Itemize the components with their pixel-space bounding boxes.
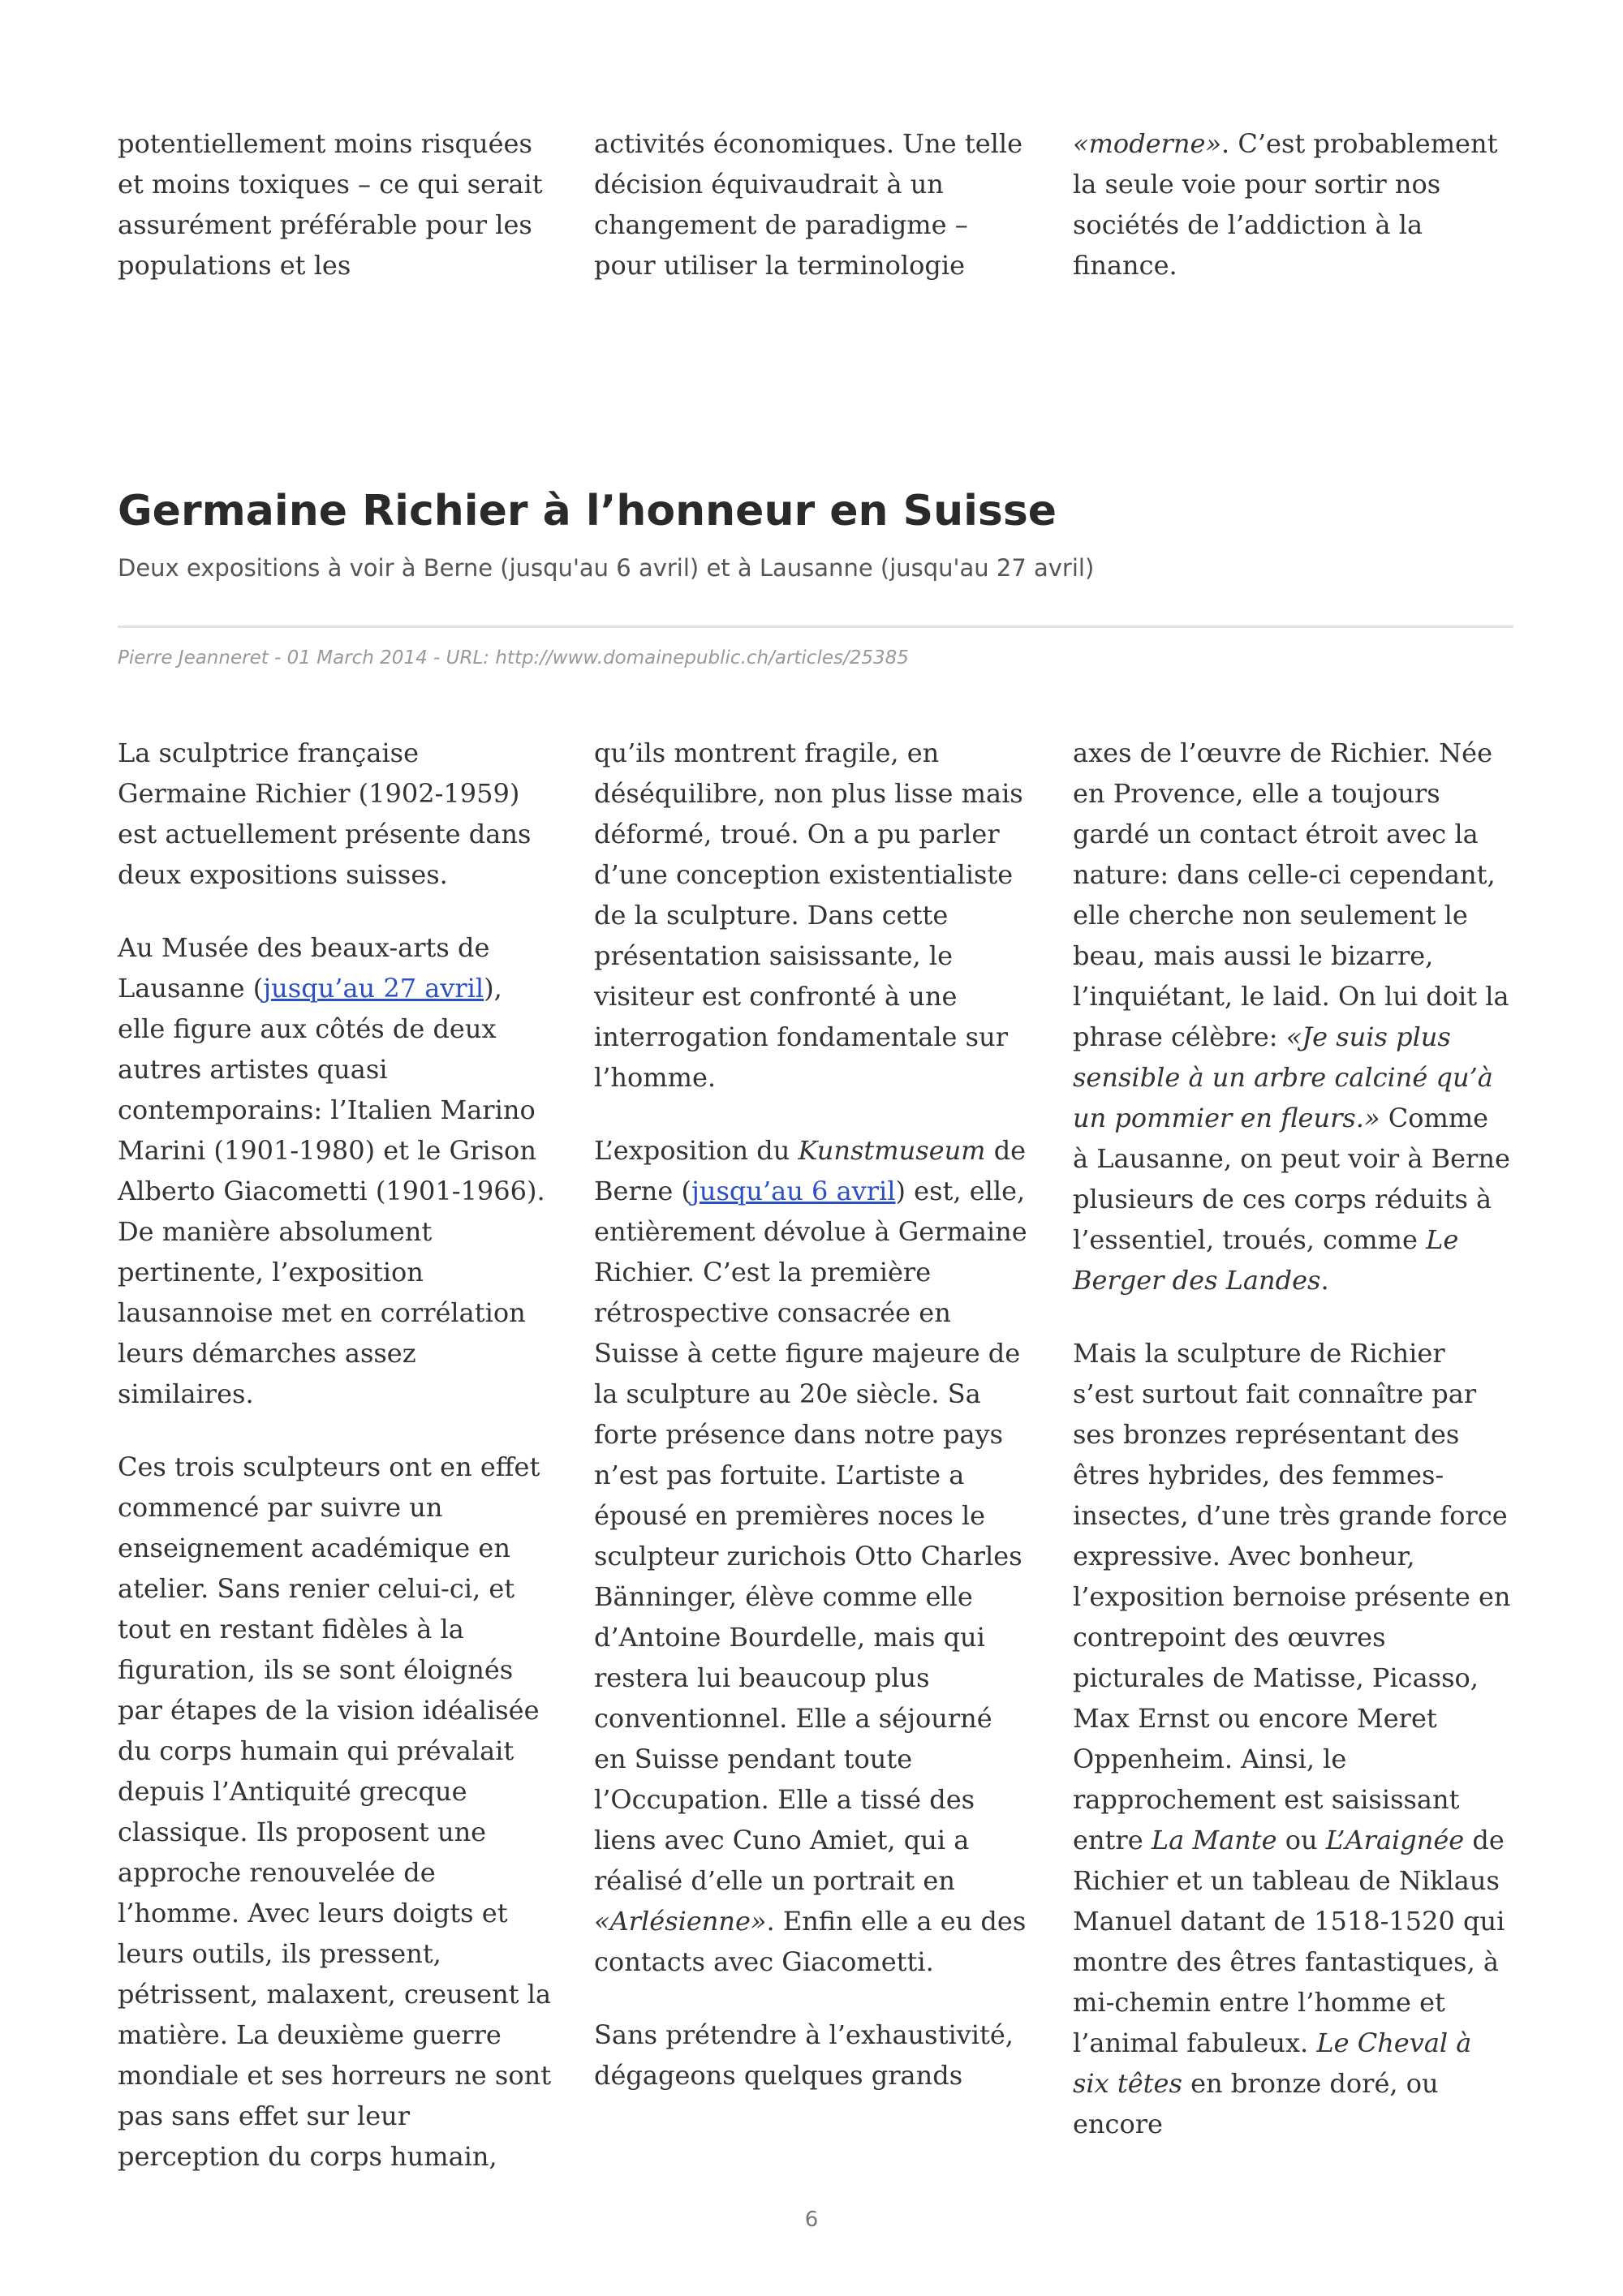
quote-text: «moderne» — [1073, 128, 1222, 159]
paragraph: potentiellement moins risquées et moins toxiques – ce qui serait assurément préférable pour les populations et les — [118, 128, 543, 281]
prev-article-column-2 — [594, 123, 1032, 286]
paragraph: Sans prétendre à l’exhaustivité, dégageons quelques grands — [594, 2019, 1014, 2091]
text-run: L’exposition du — [594, 1135, 799, 1166]
prev-article-column-1 — [118, 123, 556, 286]
paragraph: activités économiques. Une telle décision équivaudrait à un changement de paradigme – pour utiliser la terminologie — [594, 128, 1023, 281]
meta-separator: - — [427, 647, 446, 669]
text-run: de Berne ( — [594, 1135, 1027, 1206]
paragraph — [594, 1130, 1032, 1982]
page-number: 6 — [804, 2208, 819, 2232]
article-subtitle: Deux expositions à voir à Berne (jusqu'au 6 avril) et à Lausanne (jusqu'au 27 avril) — [118, 554, 1095, 582]
article-column-3 — [1073, 733, 1511, 2144]
author: Pierre Jeanneret — [118, 647, 269, 669]
text-run: ou — [1276, 1825, 1326, 1855]
url-label: URL: — [446, 647, 490, 669]
text-run: axes de l’œuvre de Richier. Née en Provence, elle a toujours gardé un contact étroit avec la nature: dans celle-ci cependant, elle cherche non seulement le beau, mais aussi le bizarre, l’inquiétant, le laid. On lui doit la phrase célèbre: — [1073, 737, 1509, 1052]
text-run: Comme à Lausanne, on peut voir à Berne plusieurs de ces corps réduits à l’essentiel, troués, comme — [1073, 1103, 1510, 1255]
prev-article-column-3 — [1073, 123, 1511, 286]
text-run: de Richier et un tableau de Niklaus Manuel datant de 1518-1520 qui montre des êtres fantastiques, à mi-chemin entre l’homme et l’animal fabuleux. — [1073, 1825, 1505, 2058]
lausanne-dates-link[interactable]: jusqu’au 27 avril — [263, 973, 484, 1004]
artwork-title: L’Araignée — [1325, 1825, 1465, 1855]
text-run: . C’est probablement la seule voie pour sortir nos sociétés de l’addiction à la finance. — [1073, 128, 1498, 281]
text-run: Mais la sculpture de Richier s’est surtout fait connaître par ses bronzes représentant des êtres hybrides, des femmes-insectes, d’une très grande force expressive. Avec bonheur, l’exposition bernoise présente en contrepoint des œuvres picturales de Matisse, Picasso, Max Ernst ou encore Meret Oppenheim. Ainsi, le rapprochement est saisissant entre — [1073, 1338, 1511, 1855]
berne-dates-link[interactable]: jusqu’au 6 avril — [691, 1176, 896, 1206]
artwork-title: Le Berger des Landes — [1073, 1224, 1459, 1296]
text-run: ) est, elle, entièrement dévolue à Germaine Richier. C’est la première rétrospective consacrée en Suisse à cette figure majeure de la sculpture au 20e siècle. Sa forte présence dans notre pays n’est pas fortuite. L’artiste a épousé en premières noces le sculpteur zurichois Otto Charles Bänninger, élève comme elle d’Antoine Bourdelle, mais qui restera lui beaucoup plus conventionnel. Elle a séjourné en Suisse pendant toute l’Occupation. Elle a tissé des liens avec Cuno Amiet, qui a réalisé d’elle un portrait en — [594, 1176, 1027, 1896]
artwork-title: Le Cheval à six têtes — [1073, 2027, 1472, 2099]
text-run: . — [1320, 1265, 1329, 1296]
article-column-1 — [118, 733, 556, 2177]
text-run: Au Musée des beaux-arts de Lausanne ( — [118, 932, 490, 1004]
text-run: . Enfin elle a eu des contacts avec Giacometti. — [594, 1906, 1027, 1977]
text-run: ), elle figure aux côtés de deux autres artistes quasi contemporains: l’Italien Marino Marini (1901-1980) et le Grison Alberto Giacometti (1901-1966). De manière absolument pertinente, l’exposition lausannoise met en corrélation leurs démarches assez similaires. — [118, 973, 545, 1409]
date: 01 March 2014 — [286, 647, 428, 669]
artwork-title: La Mante — [1151, 1825, 1277, 1855]
paragraph: qu’ils montrent fragile, en déséquilibre, non plus lisse mais déformé, troué. On a pu parler d’une conception existentialiste de la sculpture. Dans cette présentation saisissante, le visiteur est confronté à une interrogation fondamentale sur l’homme. — [594, 737, 1023, 1093]
paragraph — [1073, 1333, 1511, 2144]
paragraph — [1073, 733, 1511, 1301]
header-divider — [118, 626, 1513, 628]
meta-separator: - — [268, 647, 287, 669]
article-column-2 — [594, 733, 1032, 2096]
paragraph: La sculptrice française Germaine Richier (1902-1959) est actuellement présente dans deux expositions suisses. — [118, 737, 532, 890]
text-run: en bronze doré, ou encore — [1073, 2068, 1439, 2139]
paragraph — [118, 927, 556, 1414]
artwork-title: «Arlésienne» — [594, 1906, 767, 1937]
article-meta — [118, 643, 909, 673]
article-title: Germaine Richier à l’honneur en Suisse — [118, 487, 1057, 535]
paragraph — [1073, 123, 1511, 286]
article-url[interactable]: http://www.domainepublic.ch/articles/25385 — [495, 647, 909, 669]
paragraph: Ces trois sculpteurs ont en effet commencé par suivre un enseignement académique en atelier. Sans renier celui-ci, et tout en restant fidèles à la figuration, ils se sont éloignés par étapes de la vision idéalisée du corps humain qui prévalait depuis l’Antiquité grecque classique. Ils proposent une approche renouvelée de l’homme. Avec leurs doigts et leurs outils, ils pressent, pétrissent, malaxent, creusent la matière. La deuxième guerre mondiale et ses horreurs ne sont pas sans effet sur leur perception du corps humain, — [118, 1451, 552, 2172]
museum-name: Kunstmuseum — [798, 1135, 986, 1166]
quote-text: «Je suis plus sensible à un arbre calciné qu’à un pommier en fleurs.» — [1073, 1021, 1493, 1133]
